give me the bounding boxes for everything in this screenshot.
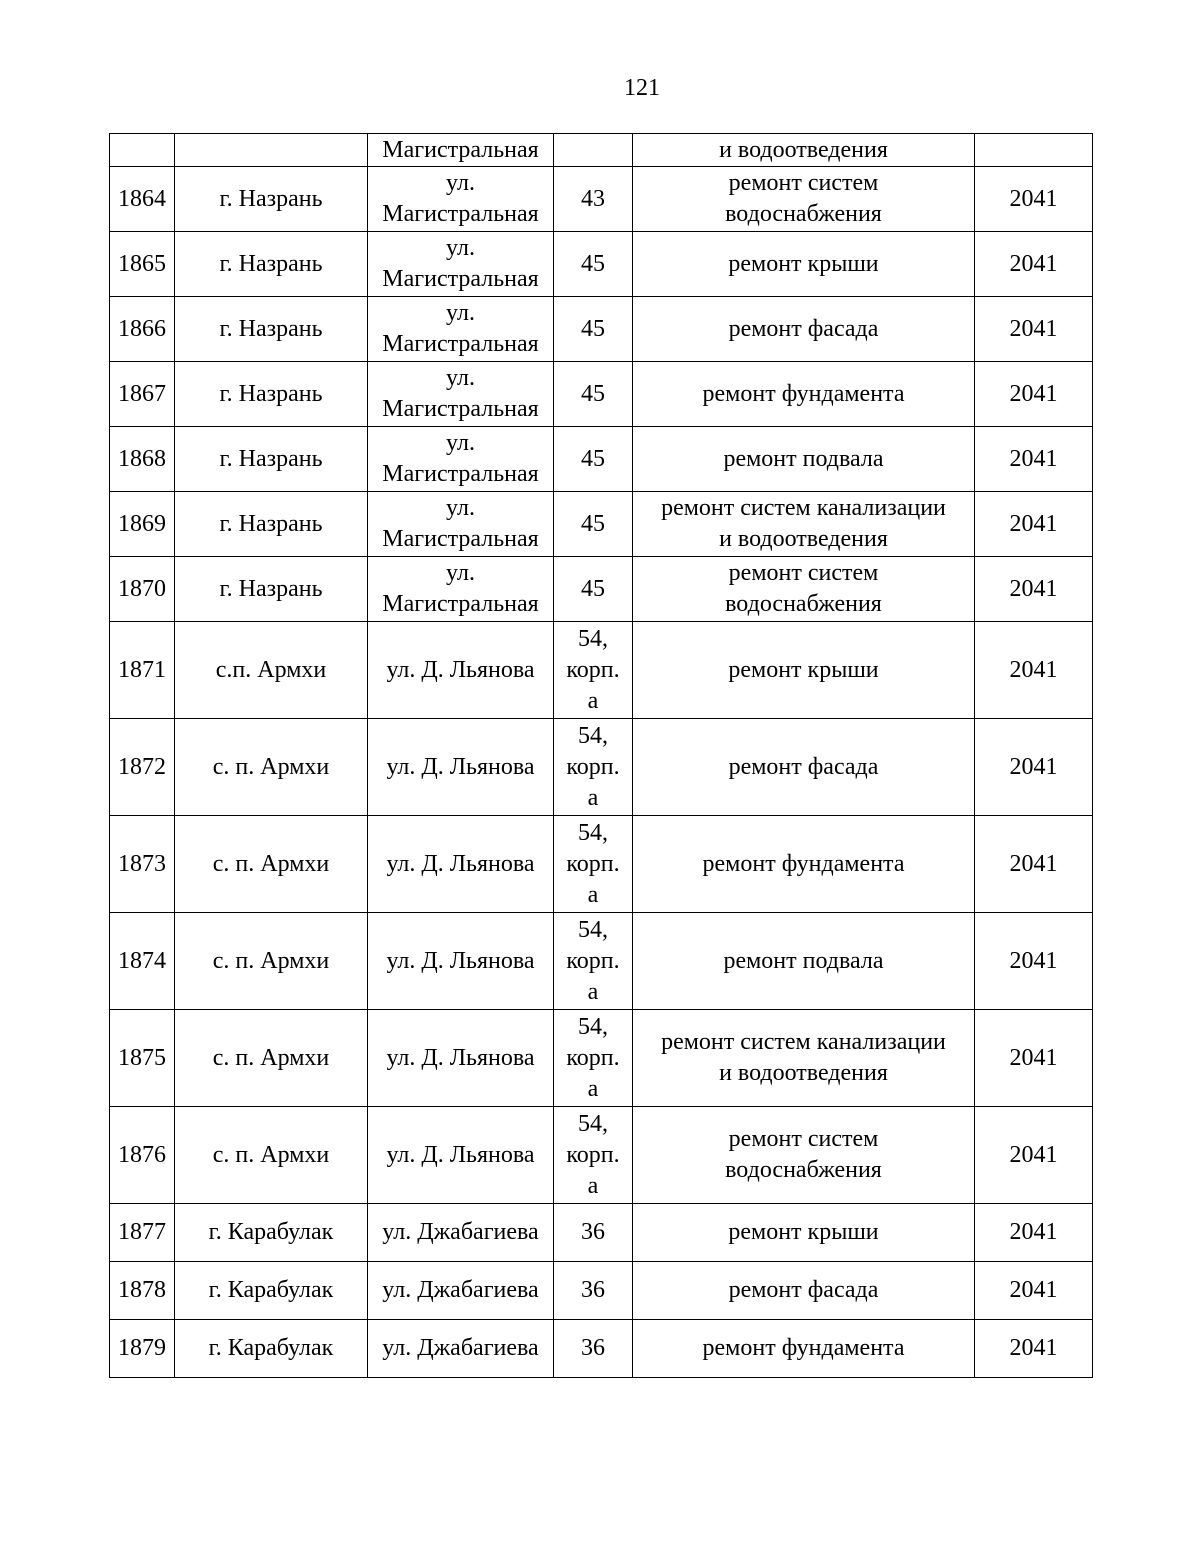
cell-street (368, 913, 554, 1010)
cell-work-line: ремонт систем (728, 170, 879, 196)
cell-work-line: ремонт систем канализации (661, 495, 946, 521)
cell-street-line: Магистральная (382, 331, 539, 357)
cell-house-line: 54, (578, 722, 608, 749)
cell-house-line: корп. (566, 1044, 620, 1071)
cell-year: 2041 (975, 913, 1093, 1010)
cell-work (633, 362, 975, 427)
cell-street (368, 557, 554, 622)
cell-work (633, 557, 975, 622)
cell-year: 2041 (975, 232, 1093, 297)
cell-house (554, 719, 633, 816)
cell-house-line: корп. (566, 850, 620, 877)
table-row (110, 427, 1093, 492)
cell-street (368, 1107, 554, 1204)
cell-work-line: ремонт фундамента (702, 850, 905, 877)
cell-num: 1868 (110, 427, 175, 492)
cell-settlement (175, 134, 368, 167)
cell-street: Магистральная (368, 134, 554, 167)
cell-year: 2041 (975, 297, 1093, 362)
repair-schedule-table (109, 133, 1093, 1378)
cell-street-line: ул. Джабагиева (382, 1335, 539, 1361)
cell-work-line: ремонт систем (728, 1126, 879, 1152)
cell-work (633, 297, 975, 362)
cell-street (368, 167, 554, 232)
cell-street-line: ул. Д. Льянова (386, 753, 535, 780)
cell-work-line: ремонт крыши (728, 250, 879, 277)
cell-num: 1870 (110, 557, 175, 622)
cell-work (633, 913, 975, 1010)
cell-street (368, 1262, 554, 1320)
cell-year: 2041 (975, 362, 1093, 427)
cell-num: 1873 (110, 816, 175, 913)
cell-house (554, 1107, 633, 1204)
cell-work (633, 427, 975, 492)
page-number: 121 (624, 75, 660, 101)
cell-street-line: ул. Джабагиева (382, 1277, 539, 1303)
cell-house-line: а (587, 881, 599, 908)
cell-house-line: а (587, 1075, 599, 1102)
cell-year: 2041 (975, 492, 1093, 557)
cell-house (554, 1010, 633, 1107)
cell-work-line: ремонт систем (728, 560, 879, 586)
cell-house-line: а (587, 978, 599, 1005)
cell-house (554, 816, 633, 913)
cell-work-line: ремонт фасада (728, 315, 879, 342)
cell-house-line: 36 (581, 1219, 605, 1245)
cell-work (633, 232, 975, 297)
cell-street-line: ул. (446, 495, 475, 521)
table-row (110, 622, 1093, 719)
cell-settlement: г. Карабулак (175, 1262, 368, 1320)
cell-num: 1864 (110, 167, 175, 232)
cell-street-line: Магистральная (382, 396, 539, 422)
table-row (110, 557, 1093, 622)
cell-work (633, 1010, 975, 1107)
table-row (110, 913, 1093, 1010)
cell-num (110, 134, 175, 167)
cell-house (554, 492, 633, 557)
cell-street (368, 492, 554, 557)
cell-settlement: с. п. Армхи (175, 913, 368, 1010)
continuation-row (110, 134, 1093, 167)
cell-house-line: 45 (581, 380, 605, 407)
cell-settlement: с.п. Армхи (175, 622, 368, 719)
cell-num: 1872 (110, 719, 175, 816)
table-row (110, 1262, 1093, 1320)
cell-house-line: 45 (581, 510, 605, 537)
cell-house-line: корп. (566, 1141, 620, 1168)
cell-house (554, 913, 633, 1010)
cell-house-line: 54, (578, 819, 608, 846)
cell-house-line: корп. (566, 947, 620, 974)
cell-num: 1867 (110, 362, 175, 427)
cell-house-line: 54, (578, 1013, 608, 1040)
cell-house-line: 45 (581, 250, 605, 277)
cell-num: 1876 (110, 1107, 175, 1204)
cell-num: 1879 (110, 1320, 175, 1378)
table-row (110, 1010, 1093, 1107)
cell-num: 1875 (110, 1010, 175, 1107)
cell-settlement: г. Назрань (175, 362, 368, 427)
cell-work-line: ремонт крыши (728, 656, 879, 683)
cell-work-line: ремонт фасада (728, 753, 879, 780)
cell-house-line: 54, (578, 625, 608, 652)
cell-street-line: ул. Д. Льянова (386, 656, 535, 683)
cell-year: 2041 (975, 167, 1093, 232)
cell-year: 2041 (975, 1204, 1093, 1262)
cell-house (554, 427, 633, 492)
cell-settlement: с. п. Армхи (175, 816, 368, 913)
cell-street-line: ул. Д. Льянова (386, 1044, 535, 1071)
cell-num: 1878 (110, 1262, 175, 1320)
table-row (110, 719, 1093, 816)
cell-work-line: ремонт систем канализации (661, 1029, 946, 1055)
cell-settlement: г. Назрань (175, 557, 368, 622)
cell-year: 2041 (975, 1107, 1093, 1204)
cell-settlement: г. Карабулак (175, 1204, 368, 1262)
cell-house (554, 622, 633, 719)
cell-street-line: ул. (446, 430, 475, 456)
cell-street (368, 1204, 554, 1262)
cell-house (554, 134, 633, 167)
cell-work (633, 816, 975, 913)
cell-work-line: и водоотведения (719, 526, 888, 552)
cell-street-line: ул. Д. Льянова (386, 850, 535, 877)
cell-house-line: а (587, 1172, 599, 1199)
cell-street-line: Магистральная (382, 526, 539, 552)
cell-street-line: ул. Д. Льянова (386, 1141, 535, 1168)
table-body (110, 134, 1093, 1378)
cell-work (633, 167, 975, 232)
table-row (110, 362, 1093, 427)
cell-num: 1869 (110, 492, 175, 557)
cell-street-line: Магистральная (382, 201, 539, 227)
cell-street (368, 816, 554, 913)
cell-house (554, 167, 633, 232)
cell-house-line: 43 (581, 185, 605, 212)
cell-street (368, 1010, 554, 1107)
cell-street-line: ул. (446, 170, 475, 196)
cell-street-line: ул. Джабагиева (382, 1219, 539, 1245)
cell-settlement: г. Назрань (175, 427, 368, 492)
cell-num: 1865 (110, 232, 175, 297)
cell-street-line: ул. (446, 560, 475, 586)
cell-house (554, 297, 633, 362)
cell-work-line: ремонт подвала (723, 445, 884, 472)
cell-house-line: а (587, 687, 599, 714)
cell-work (633, 719, 975, 816)
cell-work-line: водоснабжения (725, 1157, 882, 1183)
cell-year: 2041 (975, 816, 1093, 913)
cell-year: 2041 (975, 1262, 1093, 1320)
cell-house-line: 36 (581, 1277, 605, 1303)
cell-street (368, 622, 554, 719)
table-row (110, 1320, 1093, 1378)
cell-house (554, 1262, 633, 1320)
cell-street (368, 427, 554, 492)
cell-work: и водоотведения (633, 134, 975, 167)
cell-work-line: ремонт фундамента (702, 1335, 905, 1361)
cell-street-line: ул. (446, 365, 475, 391)
cell-year: 2041 (975, 1010, 1093, 1107)
cell-year: 2041 (975, 557, 1093, 622)
cell-street (368, 719, 554, 816)
table-row (110, 1204, 1093, 1262)
cell-work-line: водоснабжения (725, 591, 882, 617)
cell-street-line: Магистральная (382, 461, 539, 487)
cell-settlement: г. Назрань (175, 167, 368, 232)
cell-house-line: 45 (581, 575, 605, 602)
cell-settlement: г. Назрань (175, 492, 368, 557)
table-row (110, 167, 1093, 232)
cell-num: 1877 (110, 1204, 175, 1262)
cell-settlement: с. п. Армхи (175, 719, 368, 816)
cell-settlement: с. п. Армхи (175, 1010, 368, 1107)
cell-street (368, 232, 554, 297)
cell-work (633, 1204, 975, 1262)
cell-work (633, 1320, 975, 1378)
cell-year: 2041 (975, 622, 1093, 719)
cell-num: 1874 (110, 913, 175, 1010)
cell-street-line: Магистральная (382, 591, 539, 617)
cell-house-line: 45 (581, 315, 605, 342)
table-row (110, 232, 1093, 297)
cell-house (554, 1204, 633, 1262)
cell-work-line: водоснабжения (725, 201, 882, 227)
cell-year: 2041 (975, 719, 1093, 816)
cell-work (633, 622, 975, 719)
cell-house (554, 232, 633, 297)
table-row (110, 1107, 1093, 1204)
cell-settlement: с. п. Армхи (175, 1107, 368, 1204)
cell-work (633, 1262, 975, 1320)
cell-street-line: ул. Д. Льянова (386, 947, 535, 974)
cell-year: 2041 (975, 427, 1093, 492)
cell-street-line: ул. (446, 300, 475, 326)
cell-work-line: и водоотведения (719, 1060, 888, 1086)
cell-street (368, 297, 554, 362)
cell-house-line: 54, (578, 1110, 608, 1137)
cell-street-line: ул. (446, 235, 475, 261)
cell-year (975, 134, 1093, 167)
table-row (110, 492, 1093, 557)
cell-house-line: 54, (578, 916, 608, 943)
cell-house-line: а (587, 784, 599, 811)
table-row (110, 297, 1093, 362)
cell-settlement: г. Назрань (175, 232, 368, 297)
cell-street (368, 1320, 554, 1378)
cell-house-line: 36 (581, 1335, 605, 1361)
cell-work (633, 492, 975, 557)
cell-street-line: Магистральная (382, 266, 539, 292)
cell-work (633, 1107, 975, 1204)
cell-house (554, 1320, 633, 1378)
cell-house-line: корп. (566, 753, 620, 780)
cell-settlement: г. Карабулак (175, 1320, 368, 1378)
cell-house (554, 362, 633, 427)
table-row (110, 816, 1093, 913)
cell-work-line: ремонт фасада (728, 1277, 879, 1303)
cell-house-line: 45 (581, 445, 605, 472)
cell-year: 2041 (975, 1320, 1093, 1378)
cell-settlement: г. Назрань (175, 297, 368, 362)
cell-num: 1871 (110, 622, 175, 719)
cell-house (554, 557, 633, 622)
cell-work-line: ремонт крыши (728, 1219, 879, 1245)
cell-street (368, 362, 554, 427)
cell-work-line: ремонт фундамента (702, 380, 905, 407)
cell-num: 1866 (110, 297, 175, 362)
cell-work-line: ремонт подвала (723, 947, 884, 974)
cell-house-line: корп. (566, 656, 620, 683)
